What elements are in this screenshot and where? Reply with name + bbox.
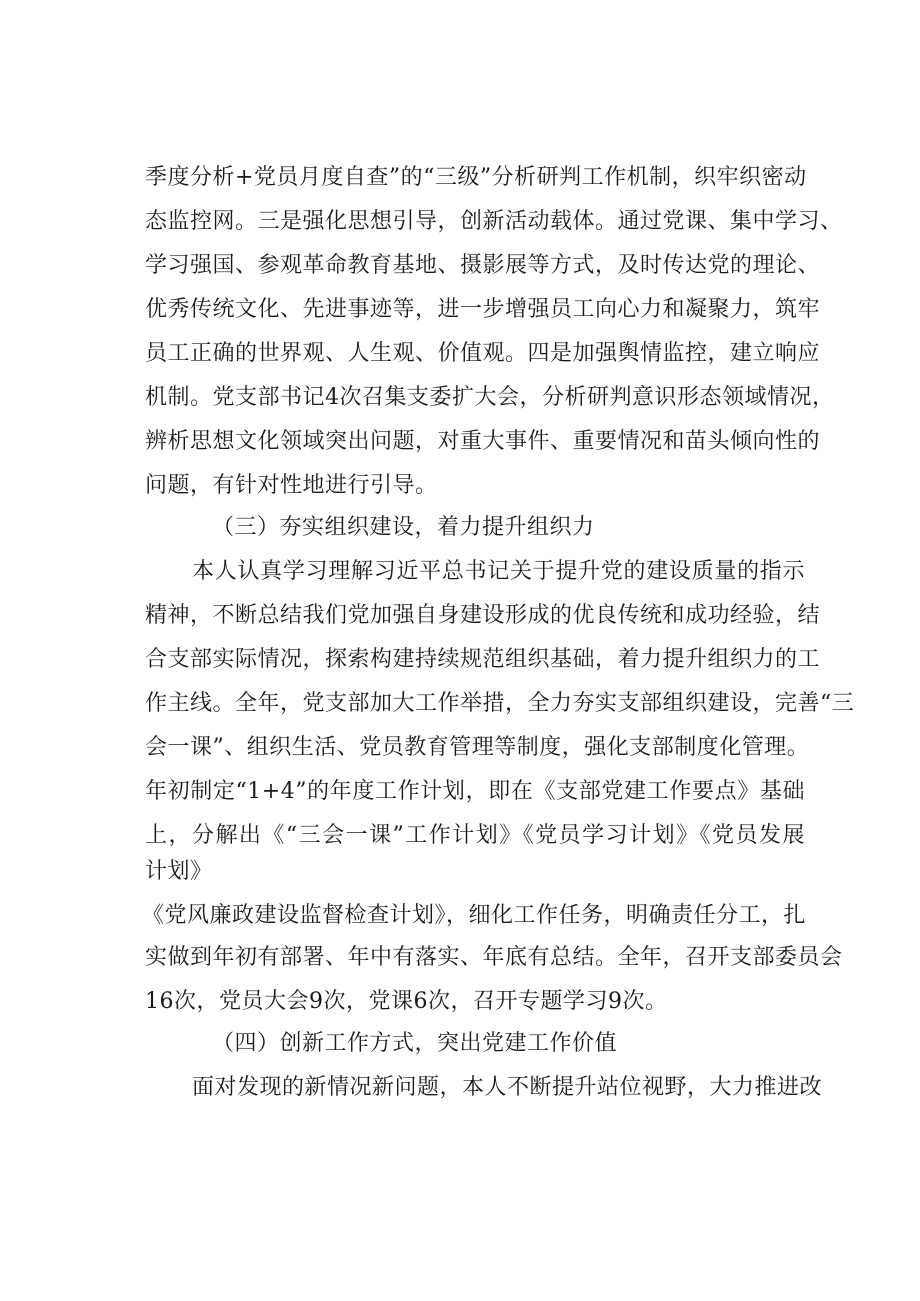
body-line: 作主线。全年，党支部加大工作举措，全力夯实支部组织建设，完善“三 — [145, 691, 855, 716]
body-line: 员工正确的世界观、人生观、价值观。四是加强舆情监控，建立响应 — [145, 341, 821, 366]
body-line: 精神，不断总结我们党加强自身建设形成的优良传统和成功经验，结 — [145, 603, 821, 628]
body-line: 面对发现的新情况新问题，本人不断提升站位视野，大力推进改 — [192, 1075, 823, 1100]
body-line: 16次，党员大会9次，党课6次，召开专题学习9次。 — [145, 989, 668, 1014]
section-heading: （三）夯实组织建设，着力提升组织力 — [212, 515, 595, 540]
body-line: 季度分析+党员月度自查”的“三级”分析研判工作机制，织牢织密动 — [145, 165, 807, 190]
body-line: 态监控网。三是强化思想引导，创新活动载体。通过党课、集中学习、 — [145, 209, 843, 234]
body-line: 优秀传统文化、先进事迹等，进一步增强员工向心力和凝聚力，筑牢 — [145, 297, 821, 322]
body-line: 合支部实际情况，探索构建持续规范组织基础，着力提升组织力的工 — [145, 647, 821, 672]
body-line: 实做到年初有部署、年中有落实、年底有总结。全年，召开支部委员会 — [145, 945, 843, 970]
body-line: 《党风廉政建设监督检查计划》，细化工作任务，明确责任分工，扎 — [142, 903, 807, 928]
body-line: 年初制定“1+4”的年度工作计划，即在《支部党建工作要点》基础 — [145, 779, 805, 804]
body-line: 计划》 — [145, 859, 213, 884]
section-heading: （四）创新工作方式，突出党建工作价值 — [212, 1031, 618, 1056]
body-line: 问题，有针对性地进行引导。 — [145, 473, 438, 498]
body-line: 机制。党支部书记4次召集支委扩大会，分析研判意识形态领域情况， — [145, 385, 835, 410]
body-line: 辨析思想文化领域突出问题，对重大事件、重要情况和苗头倾向性的 — [145, 429, 821, 454]
body-line: 本人认真学习理解习近平总书记关于提升党的建设质量的指示 — [192, 559, 805, 584]
body-line: 学习强国、参观革命教育基地、摄影展等方式，及时传达党的理论、 — [145, 253, 821, 278]
body-line: 上，分解出《“三会一课”工作计划》《党员学习计划》《党员发展 — [145, 823, 805, 848]
body-line: 会一课”、组织生活、党员教育管理等制度，强化支部制度化管理。 — [145, 735, 810, 760]
